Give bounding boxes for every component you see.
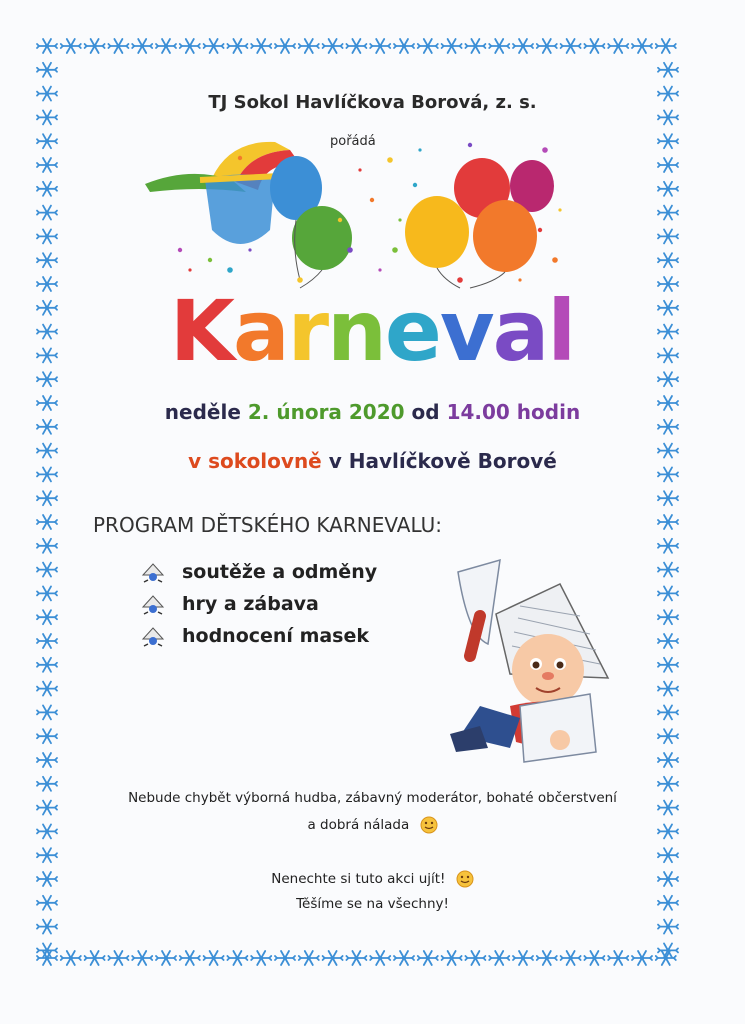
- snowflake-icon: [85, 39, 105, 53]
- snowflake-icon: [658, 920, 678, 934]
- jester-hat-icon: [140, 593, 166, 615]
- snowflake-icon: [37, 563, 57, 577]
- snowflake-icon: [346, 39, 366, 53]
- snowflake-icon: [299, 951, 319, 965]
- snowflake-icon: [251, 951, 271, 965]
- confetti-dot: [468, 143, 472, 147]
- snowflake-icon: [275, 951, 295, 965]
- logo-letter: a: [492, 282, 548, 378]
- snowflake-icon: [537, 951, 557, 965]
- snowflake-icon: [489, 39, 509, 53]
- snowflake-icon: [442, 951, 462, 965]
- snowflake-icon: [204, 39, 224, 53]
- svg-text:Karneval: [170, 282, 574, 378]
- presents-label: pořádá: [330, 134, 376, 149]
- snowflake-icon: [658, 753, 678, 767]
- snowflake-icon: [346, 951, 366, 965]
- note-line-3: Nenechte si tuto akci ujít!: [271, 871, 446, 887]
- snowflake-icon: [37, 951, 57, 965]
- snowflake-icon: [37, 848, 57, 862]
- snowflake-icon: [658, 63, 678, 77]
- logo-letter: K: [169, 282, 233, 378]
- snowflake-icon: [658, 586, 678, 600]
- note-line-1: Nebude chybět výborná hudba, zábavný moderátor, bohaté občerstvení: [128, 790, 617, 806]
- confetti-dot: [552, 257, 558, 263]
- confetti-dot: [178, 248, 182, 252]
- snowflake-icon: [227, 951, 247, 965]
- list-item: [140, 588, 377, 620]
- snowflake-icon: [299, 39, 319, 53]
- snowflake-icon: [132, 39, 152, 53]
- snowflake-icon: [37, 539, 57, 553]
- smiley-icon: [456, 870, 474, 888]
- program-item-label: hodnocení masek: [182, 625, 370, 647]
- snowflake-icon: [37, 658, 57, 672]
- snowflake-icon: [489, 951, 509, 965]
- confetti-dot: [542, 147, 548, 153]
- snowflake-icon: [394, 39, 414, 53]
- snowflake-icon: [465, 39, 485, 53]
- snowflake-icon: [658, 705, 678, 719]
- snowflake-icon: [608, 951, 628, 965]
- note-line-2: a dobrá nálada: [307, 817, 410, 833]
- jester-hat-icon: [140, 625, 166, 647]
- snowflake-icon: [323, 39, 343, 53]
- snowflake-icon: [180, 951, 200, 965]
- time-prefix: od: [411, 400, 440, 424]
- snowflake-icon: [85, 951, 105, 965]
- program-list: [140, 556, 377, 652]
- snowflake-icon: [632, 951, 652, 965]
- snowflake-icon: [323, 951, 343, 965]
- confetti-dot: [398, 218, 401, 221]
- confetti-dot: [347, 247, 353, 253]
- confetti-dot: [378, 268, 381, 271]
- snowflake-icon: [251, 39, 271, 53]
- snowflake-icon: [108, 39, 128, 53]
- snowflake-icon: [37, 63, 57, 77]
- confetti-dot: [238, 156, 242, 160]
- logo-letter: v: [439, 282, 493, 378]
- snowflake-icon: [418, 39, 438, 53]
- confetti-dot: [370, 198, 374, 202]
- snowflake-icon: [658, 634, 678, 648]
- snowflake-icon: [584, 951, 604, 965]
- snowflake-icon: [37, 491, 57, 505]
- note-line-4: Těšíme se na všechny!: [296, 896, 449, 912]
- jester-hat-icon: [140, 561, 166, 583]
- snowflake-icon: [204, 951, 224, 965]
- event-place-line: [0, 449, 745, 473]
- program-item-label: hry a zábava: [182, 593, 319, 615]
- snowflake-icon: [608, 39, 628, 53]
- snowflake-icon: [658, 658, 678, 672]
- snowflake-icon: [37, 729, 57, 743]
- snowflake-icon: [513, 39, 533, 53]
- karneval-logo: [0, 278, 745, 378]
- confetti-dot: [392, 247, 398, 253]
- snowflake-icon: [370, 39, 390, 53]
- logo-letter: n: [327, 282, 385, 378]
- confetti-dot: [418, 148, 421, 151]
- snowflake-icon: [658, 729, 678, 743]
- snowflake-icon: [658, 515, 678, 529]
- snowflake-icon: [61, 951, 81, 965]
- date-prefix: neděle: [164, 400, 241, 424]
- snowflake-icon: [37, 777, 57, 791]
- event-date-line: [0, 400, 745, 424]
- logo-letter: a: [232, 282, 288, 378]
- snowflake-icon: [658, 491, 678, 505]
- snowflake-icon: [156, 951, 176, 965]
- snowflake-icon: [656, 39, 676, 53]
- confetti-dot: [338, 218, 342, 222]
- event-place: v Havlíčkově Borové: [328, 449, 557, 473]
- logo-letter: e: [384, 282, 440, 378]
- confetti-dot: [558, 208, 561, 211]
- snowflake-icon: [37, 705, 57, 719]
- snowflake-icon: [37, 634, 57, 648]
- organizer-title: TJ Sokol Havlíčkova Borová, z. s.: [208, 92, 537, 113]
- snowflake-icon: [37, 515, 57, 529]
- confetti-dot: [188, 268, 191, 271]
- snowflake-icon: [37, 920, 57, 934]
- logo-letter: r: [287, 282, 328, 378]
- balloons-illustration: [0, 130, 745, 290]
- snowflake-icon: [658, 610, 678, 624]
- snowflake-icon: [658, 563, 678, 577]
- snowflake-icon: [275, 39, 295, 53]
- note-line-3-wrap: [0, 870, 745, 888]
- program-title: PROGRAM DĚTSKÉHO KARNEVALU:: [93, 513, 442, 537]
- snowflake-icon: [465, 951, 485, 965]
- snowflake-icon: [394, 951, 414, 965]
- confetti-dot: [538, 228, 542, 232]
- snowflake-icon: [442, 39, 462, 53]
- snowflake-icon: [658, 777, 678, 791]
- snowflake-icon: [61, 39, 81, 53]
- snowflake-icon: [658, 848, 678, 862]
- snowflake-icon: [561, 39, 581, 53]
- snowflake-icon: [37, 682, 57, 696]
- snowflake-icon: [632, 39, 652, 53]
- snowflake-icon: [537, 39, 557, 53]
- snowflake-icon: [37, 39, 57, 53]
- snowflake-icon: [156, 39, 176, 53]
- snowflake-icon: [418, 951, 438, 965]
- snowflake-icon: [370, 951, 390, 965]
- event-time: 14.00 hodin: [446, 400, 581, 424]
- snowflake-icon: [513, 951, 533, 965]
- snowflake-icon: [37, 586, 57, 600]
- place-prefix: v sokolovně: [188, 449, 322, 473]
- snowflake-icon: [658, 682, 678, 696]
- snowflake-icon: [584, 39, 604, 53]
- program-item-label: soutěže a odměny: [182, 561, 378, 583]
- confetti-dot: [227, 267, 233, 273]
- snowflake-icon: [108, 951, 128, 965]
- confetti-dot: [208, 258, 212, 262]
- snowflake-icon: [37, 943, 57, 957]
- confetti-dot: [358, 168, 361, 171]
- confetti-dot: [413, 183, 417, 187]
- snowflake-icon: [132, 951, 152, 965]
- confetti-dot: [248, 248, 251, 251]
- snowflake-icon: [227, 39, 247, 53]
- logo-letter: l: [547, 282, 575, 378]
- snowflake-icon: [37, 610, 57, 624]
- boy-with-newspaper-illustration: [440, 556, 620, 766]
- snowflake-icon: [658, 539, 678, 553]
- event-date: 2. února 2020: [247, 400, 405, 424]
- list-item: [140, 556, 377, 588]
- snowflake-icon: [561, 951, 581, 965]
- confetti-dot: [387, 157, 393, 163]
- snowflake-icon: [37, 753, 57, 767]
- note-line-2-wrap: [0, 816, 745, 834]
- snowflake-icon: [180, 39, 200, 53]
- list-item: [140, 620, 377, 652]
- smiley-icon: [420, 816, 438, 834]
